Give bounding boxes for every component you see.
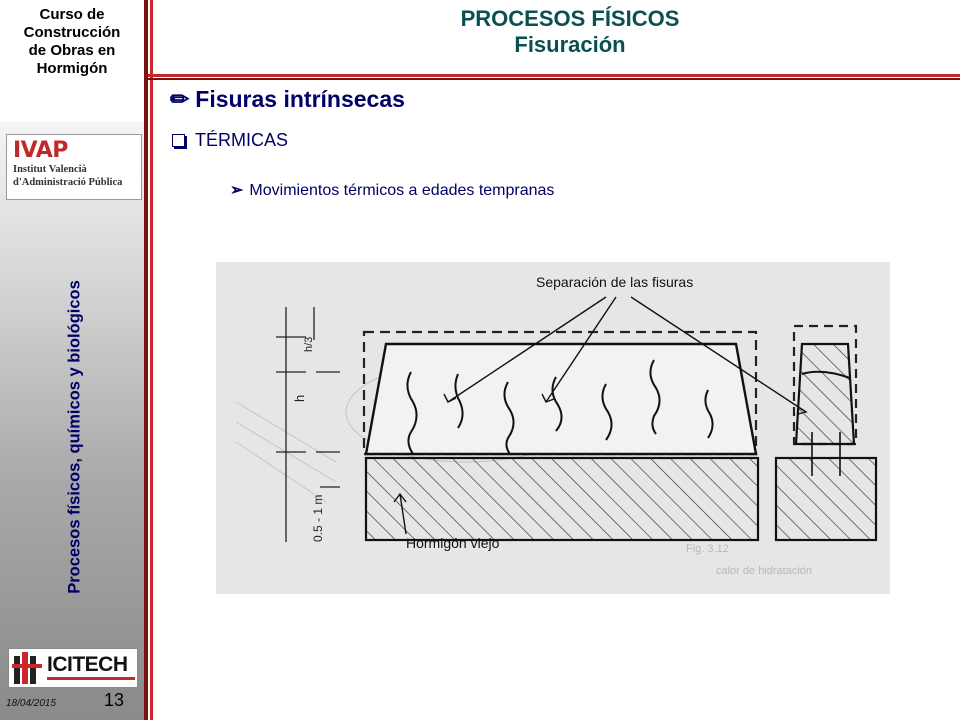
page-subtitle: Fisuración: [514, 32, 626, 57]
ivap-logo-line1: Institut Valencià: [13, 164, 87, 175]
pencil-icon: ✏: [170, 86, 190, 112]
dim-label-h3: h/3: [303, 336, 315, 352]
label-old-concrete: Hormigón viejo: [406, 535, 500, 551]
crack-diagram-figure: [216, 262, 890, 594]
page-title: PROCESOS FÍSICOS: [460, 6, 680, 31]
vertical-section-title-text: Procesos físicos, químicos y biológicos: [65, 280, 84, 594]
dim-label-range: 0.5 - 1 m: [311, 494, 325, 542]
heading-bullet: [170, 86, 405, 113]
ivap-logo: [6, 134, 142, 200]
checkbox-bullet-icon: [172, 134, 185, 147]
sidebar: [0, 0, 148, 720]
header-divider-accent: [148, 74, 960, 77]
item-text: Movimientos térmicos a edades tempranas: [249, 182, 555, 199]
icitech-logo-name: ICITECH: [47, 653, 128, 676]
crack-diagram-drawing: [216, 262, 890, 594]
course-title-line: Hormigón: [36, 60, 108, 77]
item-bullet: [230, 180, 554, 200]
icitech-logo: [8, 648, 138, 688]
course-title-line: Construcción: [23, 24, 121, 41]
course-title: [0, 6, 144, 78]
course-title-line: de Obras en: [28, 42, 116, 59]
category-bullet: [172, 130, 288, 151]
svg-text:calor de hidratación: calor de hidratación: [716, 565, 813, 577]
vertical-section-title: [62, 244, 88, 630]
category-text: TÉRMICAS: [195, 130, 289, 150]
ivap-logo-line2: d'Administració Pública: [13, 177, 123, 188]
dim-label-h: h: [292, 394, 307, 402]
arrow-bullet-icon: ➢: [230, 182, 244, 199]
page-number: 13: [104, 690, 125, 710]
slide-date: 18/04/2015: [6, 698, 57, 709]
sidebar-border-accent: [150, 0, 153, 720]
icitech-logo-stripe: [47, 677, 135, 680]
icitech-emblem-icon: [12, 650, 46, 688]
course-title-line: Curso de: [39, 6, 105, 23]
label-crack-separation: Separación de las fisuras: [536, 274, 694, 290]
heading-text: Fisuras intrínsecas: [195, 86, 405, 112]
svg-text:Fig. 3.12: Fig. 3.12: [686, 543, 729, 555]
header-divider: [148, 78, 960, 80]
ivap-logo-name: IVAP: [13, 138, 68, 163]
sidebar-border: [144, 0, 148, 720]
